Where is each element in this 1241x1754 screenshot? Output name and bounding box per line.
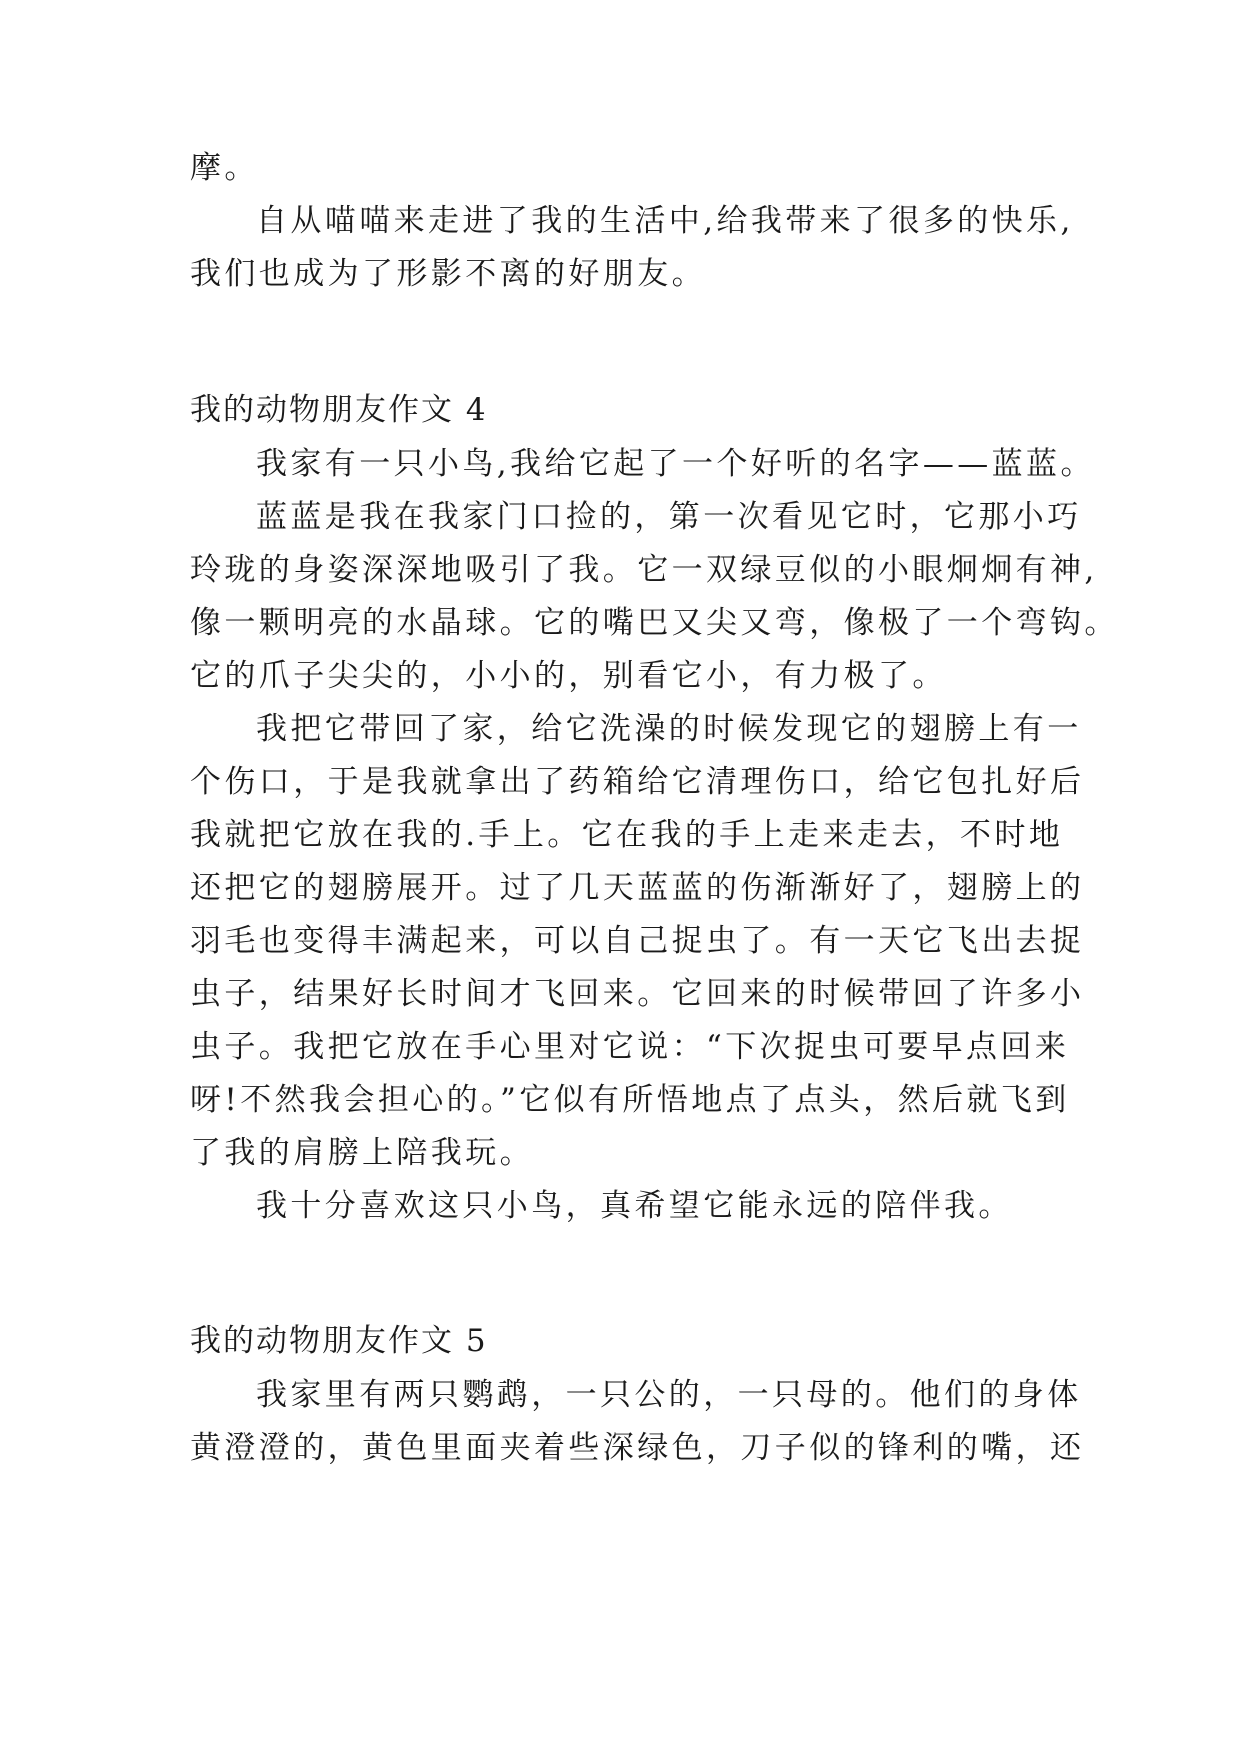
section-heading: 我的动物朋友作文 4 [190,392,488,428]
text-line: 我家里有两只鹦鹉，一只公的，一只母的。他们的身体 [256,1377,1082,1413]
text-line: 像一颗明亮的水晶球。它的嘴巴又尖又弯，像极了一个弯钩。 [190,605,1119,641]
text-line: 我就把它放在我的.手上。它在我的手上走来走去，不时地 [190,817,1064,853]
text-line: 黄澄澄的，黄色里面夹着些深绿色，刀子似的锋利的嘴，还 [190,1430,1085,1466]
text-line: 自从喵喵来走进了我的生活中,给我带来了很多的快乐, [256,203,1074,239]
text-line: 羽毛也变得丰满起来，可以自己捉虫了。有一天它飞出去捉 [190,923,1085,959]
text-line: 摩。 [190,150,259,186]
text-line: 个伤口，于是我就拿出了药箱给它清理伤口，给它包扎好后 [190,764,1085,800]
text-line: 玲珑的身姿深深地吸引了我。它一双绿豆似的小眼炯炯有神, [190,552,1098,588]
text-line: 我把它带回了家，给它洗澡的时候发现它的翅膀上有一 [256,711,1082,747]
text-line: 我十分喜欢这只小鸟，真希望它能永远的陪伴我。 [256,1188,1013,1224]
text-line: 虫子。我把它放在手心里对它说：“下次捉虫可要早点回来 [190,1029,1070,1065]
text-line: 它的爪子尖尖的，小小的，别看它小，有力极了。 [190,658,947,694]
text-line: 还把它的翅膀展开。过了几天蓝蓝的伤渐渐好了，翅膀上的 [190,870,1085,906]
text-line: 我们也成为了形影不离的好朋友。 [190,256,706,292]
text-line: 虫子，结果好长时间才飞回来。它回来的时候带回了许多小 [190,976,1085,1012]
text-line: 了我的肩膀上陪我玩。 [190,1135,534,1171]
text-line: 蓝蓝是我在我家门口捡的，第一次看见它时，它那小巧 [256,499,1082,535]
section-heading: 我的动物朋友作文 5 [190,1323,488,1359]
text-line: 呀!不然我会担心的。”它似有所悟地点了点头，然后就飞到 [190,1082,1070,1118]
text-line: 我家有一只小鸟,我给它起了一个好听的名字——蓝蓝。 [256,446,1095,482]
